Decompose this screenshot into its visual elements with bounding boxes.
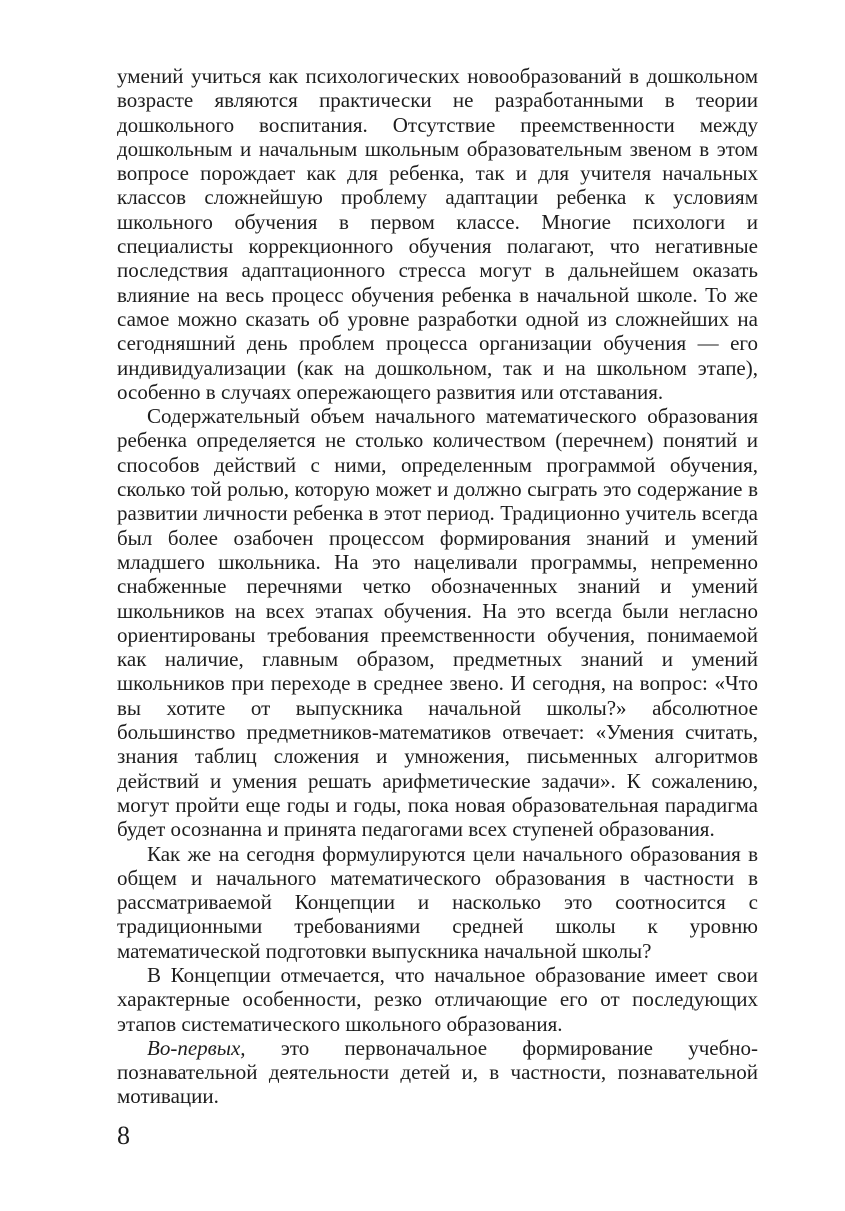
paragraph-2: Содержательный объем начального математического образования ребенка определяется не столько количеством (перечнем) понятий и способов действий с ними, определенным программой обучения, сколько той ролью, которую может и должно сыграть это содержание в развитии личности ребенка в этот период. Традиционно учитель всегда был более озабочен процессом формирования знаний и умений младшего школьника. На это нацеливали программы, непременно снабженные перечнями четко обозначенных знаний и умений школьников на всех этапах обучения. На это всегда были негласно ориентированы требования преемственности обучения, понимаемой как наличие, главным образом, предметных знаний и умений школьников при переходе в среднее звено. И сегодня, на вопрос: «Что вы хотите от выпускника начальной школы?» абсолютное большинство предметников-математиков отвечает: «Умения считать, знания таблиц сложения и умножения, письменных алгоритмов действий и умения решать арифметические задачи». К сожалению, могут пройти еще годы и годы, пока новая образовательная парадигма будет осознанна и принята педагогами всех ступеней образования. (117, 404, 758, 842)
italic-lead: Во-первых, (147, 1035, 246, 1060)
page-body (117, 64, 758, 1109)
page-number: 8 (117, 1121, 130, 1150)
paragraph-3: Как же на сегодня формулируются цели начального образования в общем и начального математического образования в частности в рассматриваемой Концепции и насколько это соотносится с традиционными требованиями средней школы к уровню математической подготовки выпускника начальной школы? (117, 841, 758, 963)
paragraph-5-text: это первоначальное формирование учебно-познавательной деятельности детей и, в частности, познавательной мотивации. (117, 1035, 758, 1109)
paragraph-1: умений учиться как психологических новообразований в дошкольном возрасте являются практически не разработанными в теории дошкольного воспитания. Отсутствие преемственности между дошкольным и начальным школьным образовательным звеном в этом вопросе порождает как для ребенка, так и для учителя начальных классов сложнейшую проблему адаптации ребенка к условиям школьного обучения в первом классе. Многие психологи и специалисты коррекционного обучения полагают, что негативные последствия адаптационного стресса могут в дальнейшем оказать влияние на весь процесс обучения ребенка в начальной школе. То же самое можно сказать об уровне разработки одной из сложнейших на сегодняшний день проблем процесса организации обучения — его индивидуализации (как на дошкольном, так и на школьном этапе), особенно в случаях опережающего развития или отставания. (117, 64, 758, 404)
paragraph-4: В Концепции отмечается, что начальное образование имеет свои характерные особенности, резко отличающие его от последующих этапов систематического школьного образования. (117, 962, 758, 1036)
paragraph-5 (117, 1036, 758, 1109)
